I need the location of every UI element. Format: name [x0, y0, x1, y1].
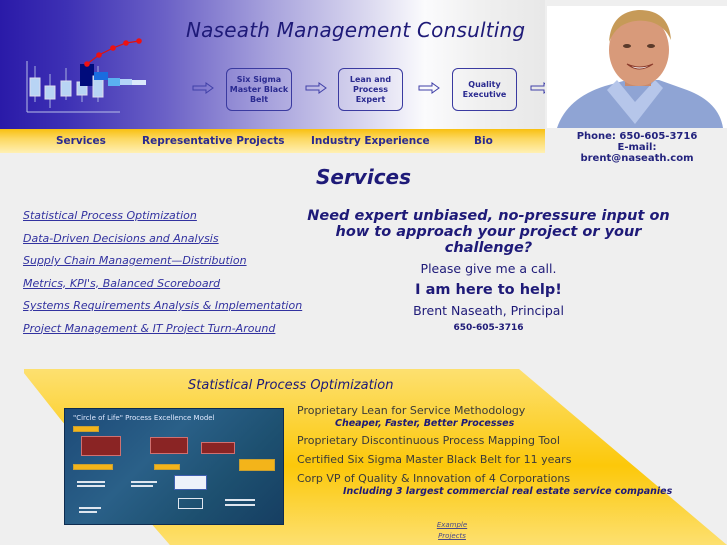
link-data-driven-decisions[interactable]: Data-Driven Decisions and Analysis: [23, 231, 219, 245]
example-projects-link[interactable]: [430, 520, 474, 542]
call-to-action: [300, 208, 677, 333]
link-systems-requirements[interactable]: Systems Requirements Analysis & Implementation: [23, 299, 303, 312]
header-banner: [0, 0, 545, 129]
model-image-title: "Circle of Life" Process Excellence Model: [73, 414, 215, 422]
pitch-help: I am here to help!: [415, 282, 562, 298]
bullet-six-sigma: Certified Six Sigma Master Black Belt for 11 years: [297, 453, 572, 466]
flow-step-six-sigma: Six Sigma Master Black Belt: [226, 68, 292, 111]
contact-phone: Phone: 650-605-3716: [576, 131, 698, 142]
site-title: Naseath Management Consulting: [186, 18, 526, 42]
arrow-right-icon: [305, 82, 327, 94]
pitch-question: Need expert unbiased, no-pressure input on how to approach your project or your challenge?: [307, 208, 670, 256]
flow-step-lean: Lean and Process Expert: [338, 68, 403, 111]
contact-info: [547, 131, 727, 164]
pitch-phone: 650-605-3716: [453, 323, 524, 333]
bullet-corp-vp: Corp VP of Quality & Innovation of 4 Corporations: [297, 472, 571, 485]
bullet-lean-service-sub: Cheaper, Faster, Better Processes: [335, 418, 515, 429]
link-statistical-process-optimization[interactable]: Statistical Process Optimization: [23, 209, 197, 222]
nav-representative-projects[interactable]: Representative Projects: [142, 135, 285, 147]
service-links: [23, 209, 302, 344]
page-title: Services: [315, 165, 412, 189]
pitch-name: Brent Naseath, Principal: [413, 303, 564, 318]
process-chart-icon: [20, 36, 155, 116]
link-supply-chain-management[interactable]: Supply Chain Management—Distribution: [23, 254, 247, 267]
process-model-image: [64, 408, 284, 525]
bullet-lean-service: Proprietary Lean for Service Methodology: [297, 404, 526, 417]
link-metrics-kpis[interactable]: Metrics, KPI's, Balanced Scoreboard: [23, 276, 221, 290]
contact-email[interactable]: brent@naseath.com: [580, 153, 694, 164]
arrow-right-icon: [418, 82, 440, 94]
main-nav: [0, 129, 545, 153]
example-link-line1[interactable]: Example: [436, 521, 468, 529]
feature-bullets: [297, 404, 672, 497]
bullet-corp-vp-sub: Including 3 largest commercial real estate service companies: [343, 486, 673, 497]
bullet-process-mapping: Proprietary Discontinuous Process Mapping Tool: [297, 434, 560, 447]
link-project-management[interactable]: Project Management & IT Project Turn-Around: [23, 321, 276, 335]
pitch-call: Please give me a call.: [420, 261, 557, 276]
portrait-photo: [547, 6, 727, 128]
example-link-line2[interactable]: Projects: [438, 532, 466, 540]
feature-title: Statistical Process Optimization: [188, 378, 394, 393]
contact-email-label: E-mail:: [617, 142, 657, 153]
nav-industry-experience[interactable]: Industry Experience: [311, 135, 430, 147]
nav-bio[interactable]: Bio: [474, 135, 493, 147]
arrow-right-icon: [192, 82, 214, 94]
flow-step-quality: Quality Executive: [452, 68, 517, 111]
arrow-right-icon: [530, 82, 545, 94]
nav-services[interactable]: Services: [56, 135, 106, 147]
person-portrait-icon: [547, 6, 727, 128]
